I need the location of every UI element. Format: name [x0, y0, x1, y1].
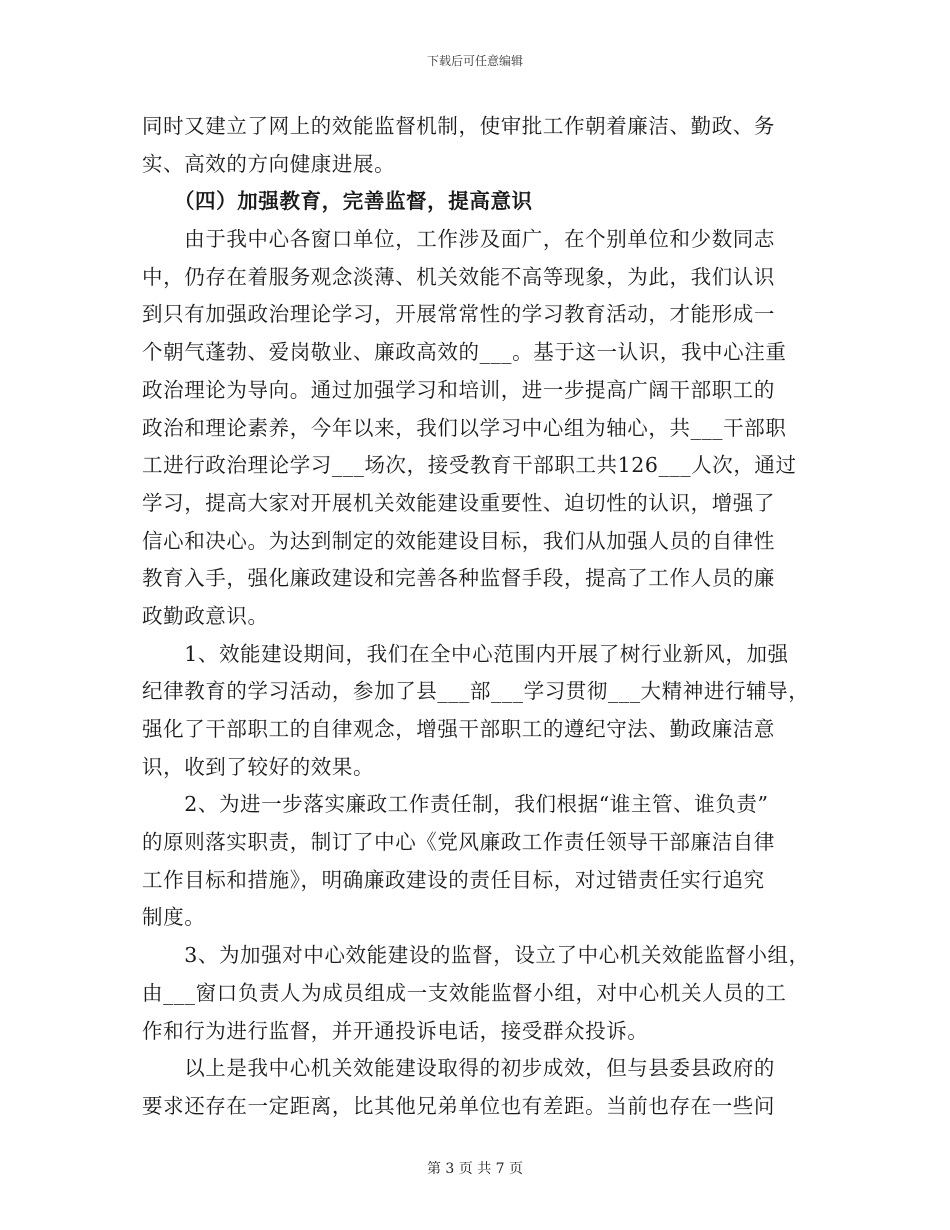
page-footer: 第 3 页 共 7 页 [426, 1161, 524, 1177]
text-line: 作和行为进行监督，并开通投诉电话，接受群众投诉。 [142, 1018, 649, 1043]
text-line: 1、效能建设期间，我们在全中心范围内开展了树行业新风，加强 [142, 641, 789, 666]
text-line: 工作目标和措施》，明确廉政建设的责任目标，对过错责任实行追究 [142, 867, 765, 892]
text-line: 由于我中心各窗口单位，工作涉及面广，在个别单位和少数同志 [142, 227, 775, 252]
text-line: 中，仍存在着服务观念淡薄、机关效能不高等现象，为此，我们认识 [142, 264, 775, 289]
text-line: 识，收到了较好的效果。 [142, 754, 375, 779]
text-line: 由___窗口负责人为成员组成一支效能监督小组，对中心机关人员的工 [142, 980, 787, 1005]
page-header: 下载后可任意编辑 [426, 54, 523, 68]
text-line: 政治理论为导向。通过加强学习和培训，进一步提高广阔干部职工的 [142, 377, 775, 402]
document-body [142, 108, 812, 1126]
text-line: 个朝气蓬勃、爱岗敬业、廉政高效的___。基于这一认识，我中心注重 [142, 340, 787, 365]
text-line: 教育入手，强化廉政建设和完善各种监督手段，提高了工作人员的廉 [142, 566, 775, 591]
text-line: 3、为加强对中心效能建设的监督，设立了中心机关效能监督小组， [142, 943, 810, 968]
text-line: 纪律教育的学习活动，参加了县___部___学习贯彻___大精神进行辅导， [142, 679, 810, 704]
text-line: 政勤政意识。 [142, 603, 269, 628]
text-line: 学习，提高大家对开展机关效能建设重要性、迫切性的认识，增强了 [142, 490, 775, 515]
text-line: 强化了干部职工的自律观念，增强干部职工的遵纪守法、勤政廉洁意 [142, 717, 775, 741]
text-line: 政治和理论素养，今年以来，我们以学习中心组为轴心，共___干部职 [142, 415, 787, 440]
text-line: 以上是我中心机关效能建设取得的初步成效，但与县委县政府的 [142, 1056, 775, 1081]
text-line: 制度。 [142, 905, 206, 930]
text-line: 的原则落实职责，制订了中心《党风廉政工作责任领导干部廉洁自律 [142, 830, 775, 855]
text-line: 要求还存在一定距离，比其他兄弟单位也有差距。当前也存在一些问 [142, 1093, 775, 1118]
text-line: 信心和决心。为达到制定的效能建设目标，我们从加强人员的自律性 [142, 528, 775, 553]
section-heading: （四）加强教育，完善监督，提高意识 [142, 189, 533, 214]
text-line: 同时又建立了网上的效能监督机制，使审批工作朝着廉洁、勤政、务 [142, 114, 775, 138]
text-line: 实、高效的方向健康进展。 [142, 151, 396, 176]
text-line: 2、为进一步落实廉政工作责任制，我们根据“谁主管、谁负责” [142, 792, 769, 817]
text-line: 工进行政治理论学习___场次，接受教育干部职工共126___人次，通过 [142, 453, 797, 478]
text-line: 到只有加强政治理论学习，开展常常性的学习教育活动，才能形成一 [142, 302, 775, 327]
